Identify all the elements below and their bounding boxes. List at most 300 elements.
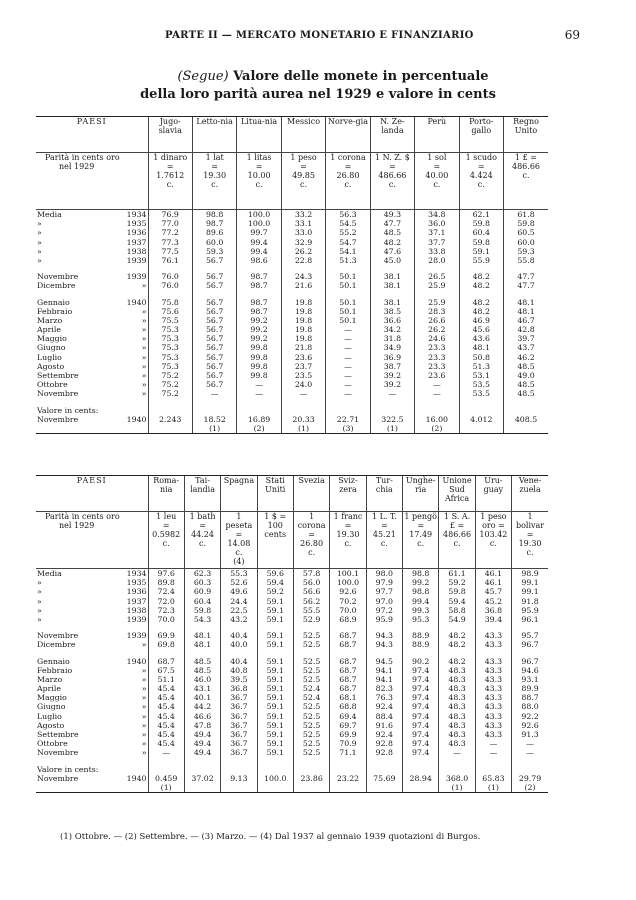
value-cell: 45.0	[370, 256, 414, 265]
value-cell: 69.4	[330, 712, 366, 721]
row-year: »	[141, 720, 147, 730]
value-cell: 26.6	[415, 316, 459, 325]
value-cell: 40.4	[221, 631, 257, 640]
value-cell: 52.5	[293, 712, 329, 721]
value-cell: 89.6	[192, 228, 236, 237]
value-cell: 98.7	[237, 281, 281, 290]
value-cell: 43.3	[475, 702, 511, 711]
value-cell: 34.9	[370, 343, 414, 352]
value-cell: —	[326, 380, 370, 389]
row-label	[36, 657, 148, 666]
value-cell: 36.7	[221, 702, 257, 711]
value-cell: 94.1	[366, 675, 402, 684]
parity-line: =	[211, 162, 218, 171]
value-cell: 23.7	[281, 362, 325, 371]
value-cell: 22.8	[281, 256, 325, 265]
value-cell: 75.3	[148, 353, 192, 362]
value-cell: 55.3	[221, 569, 257, 579]
value-cell: 70.9	[330, 739, 366, 748]
value-cell: 47.7	[504, 281, 549, 290]
value-cell: 59.3	[192, 247, 236, 256]
value-cell: 97.4	[403, 748, 439, 757]
parity-cell	[237, 153, 281, 210]
value-cell: 91.6	[366, 721, 402, 730]
value-cell: 95.9	[512, 606, 548, 615]
value-cell: 59.8	[459, 219, 503, 228]
running-header	[0, 30, 636, 46]
value-cell: 89.9	[512, 684, 548, 693]
value-cell: 99.4	[403, 597, 439, 606]
value-cell: 68.7	[148, 657, 184, 666]
parity-line: 19.30	[336, 530, 360, 539]
row-label-text: »	[37, 237, 42, 247]
row-label-text: Febbraio	[37, 306, 73, 316]
row-label-text: Novembre	[37, 414, 79, 424]
value-cell: 99.2	[237, 316, 281, 325]
value-cell: 56.7	[192, 298, 236, 307]
parity-line: 486.66	[512, 162, 540, 171]
value-cell: 43.3	[475, 631, 511, 640]
parity-line: 1 scudo	[465, 153, 497, 162]
value-cell: 54.7	[326, 238, 370, 247]
value-cell: 24.6	[415, 334, 459, 343]
row-label-text: Settembre	[37, 730, 79, 739]
value-cell: 70.0	[148, 615, 184, 624]
value-cell: 36.0	[415, 219, 459, 228]
value-cell: 96.1	[512, 615, 548, 624]
value-cell: 33.0	[281, 228, 325, 237]
value-cell: 39.4	[475, 615, 511, 624]
row-year: 1940	[126, 297, 147, 307]
value-cell: 76.1	[148, 256, 192, 265]
parity-label	[36, 153, 148, 210]
row-label-text: Settembre	[37, 371, 79, 380]
cents-note: (1)	[439, 783, 475, 793]
value-cell: 48.1	[459, 343, 503, 352]
value-cell: 48.5	[184, 666, 220, 675]
row-label	[36, 693, 148, 702]
value-cell: 46.6	[184, 712, 220, 721]
value-cell: 59.1	[257, 721, 293, 730]
value-cell: 92.8	[366, 748, 402, 757]
parity-line: 1 franc	[333, 512, 363, 521]
value-cell: 72.4	[148, 587, 184, 596]
parity-cell	[512, 512, 548, 569]
value-cell: 60.3	[184, 578, 220, 587]
value-cell: 98.7	[237, 272, 281, 281]
value-cell: 72.3	[148, 606, 184, 615]
value-cell: 24.3	[281, 272, 325, 281]
parity-line: 1 leu	[156, 512, 177, 521]
value-cell: 76.0	[148, 281, 192, 290]
value-cell: 36.9	[370, 353, 414, 362]
value-cell: —	[370, 389, 414, 398]
value-cell: 34.2	[370, 325, 414, 334]
value-cell: 32.9	[281, 238, 325, 247]
country-header: Messico	[281, 117, 325, 153]
caption-line-1: Valore delle monete in percentuale	[233, 69, 489, 84]
parity-line: 1 pengö	[404, 512, 437, 521]
row-label-text: Giugno	[37, 343, 66, 353]
parity-line: 19.30	[518, 539, 542, 548]
value-cell: 52.4	[293, 693, 329, 702]
value-cell: 59.8	[184, 606, 220, 615]
value-cell: 19.8	[281, 307, 325, 316]
value-cell: 75.6	[148, 307, 192, 316]
value-cell: 46.1	[475, 569, 511, 579]
parity-line: c.	[300, 180, 308, 189]
value-cell: 36.7	[221, 748, 257, 757]
parity-line: c.	[166, 180, 174, 189]
cents-note	[504, 424, 549, 434]
value-cell: 54.9	[439, 615, 475, 624]
value-cell: 26.2	[281, 247, 325, 256]
parity-line: 1 bolivar	[515, 512, 545, 530]
value-cell: 36.6	[370, 316, 414, 325]
row-year: »	[141, 334, 147, 344]
value-cell: 97.6	[148, 569, 184, 579]
row-year: »	[141, 380, 147, 390]
parity-label-line-2: nel 1929	[59, 162, 95, 171]
value-cell: 56.7	[192, 380, 236, 389]
value-cell: 38.1	[370, 298, 414, 307]
value-cell: 19.8	[281, 298, 325, 307]
cents-value: 37.02	[184, 774, 220, 783]
country-header: Regno Unito	[504, 117, 549, 153]
parity-line: 1 S. A. £ =	[443, 512, 471, 530]
country-header: Litua-nia	[237, 117, 281, 153]
parity-line: c.	[526, 548, 534, 557]
table-row	[36, 569, 548, 579]
row-label	[36, 415, 148, 424]
row-year: »	[141, 674, 147, 684]
parity-line: =	[199, 521, 206, 530]
value-cell: 36.7	[221, 712, 257, 721]
value-cell: 48.2	[459, 272, 503, 281]
value-cell: 59.8	[439, 587, 475, 596]
table-row	[36, 380, 548, 389]
value-cell: 99.1	[512, 578, 548, 587]
value-cell: —	[326, 389, 370, 398]
spacer-row	[36, 624, 548, 631]
row-year: 1939	[126, 255, 147, 265]
parity-line: c.	[162, 539, 170, 548]
row-year: »	[141, 702, 147, 712]
row-year: »	[141, 306, 147, 316]
parity-row	[36, 153, 548, 210]
parity-line: 14.08	[227, 539, 251, 548]
value-cell: 76.3	[366, 693, 402, 702]
parity-line: 0.5982	[152, 530, 181, 539]
value-cell: 59.8	[504, 219, 549, 228]
table-row	[36, 684, 548, 693]
value-cell: —	[439, 748, 475, 757]
cents-value: 100.0	[257, 774, 293, 783]
value-cell: 98.8	[403, 569, 439, 579]
value-cell: 60.4	[459, 228, 503, 237]
value-cell: 88.7	[512, 693, 548, 702]
country-header: Perù	[415, 117, 459, 153]
value-cell: —	[326, 362, 370, 371]
cents-row	[36, 415, 548, 424]
value-cell: 26.5	[415, 272, 459, 281]
row-year: »	[141, 665, 147, 675]
value-cell: 48.3	[439, 693, 475, 702]
table-row	[36, 316, 548, 325]
value-cell: 48.5	[504, 380, 549, 389]
value-cell: 59.1	[257, 615, 293, 624]
value-cell: 24.0	[281, 380, 325, 389]
value-cell: 38.1	[370, 281, 414, 290]
value-cell: 48.2	[439, 657, 475, 666]
value-cell: 28.0	[415, 256, 459, 265]
parity-line: 26.80	[300, 539, 324, 548]
parity-line: 1 litas	[246, 153, 272, 162]
value-cell: 59.4	[257, 578, 293, 587]
country-header: Sviz-zera	[330, 476, 366, 512]
parity-line: =	[255, 162, 263, 171]
value-cell: 59.2	[439, 578, 475, 587]
value-cell: 23.6	[415, 371, 459, 380]
row-year: »	[141, 315, 147, 325]
parity-line: c.	[522, 171, 530, 180]
table-row	[36, 325, 548, 334]
parity-line: c.	[417, 539, 425, 548]
value-cell: 48.5	[184, 657, 220, 666]
value-cell: 36.7	[221, 730, 257, 739]
table-row	[36, 666, 548, 675]
cents-note: (1)	[192, 424, 236, 434]
value-cell: 38.1	[370, 272, 414, 281]
parity-line: 10.00	[247, 171, 271, 180]
value-cell: 49.4	[184, 748, 220, 757]
table-row	[36, 587, 548, 596]
value-cell: 99.3	[403, 606, 439, 615]
row-year: 1936	[126, 587, 147, 597]
value-cell: 52.5	[293, 666, 329, 675]
cents-row	[36, 774, 548, 783]
cents-value: 16.00	[415, 415, 459, 424]
value-cell: 48.5	[504, 362, 549, 371]
value-cell: —	[326, 371, 370, 380]
row-year: »	[141, 371, 147, 380]
value-cell: 100.0	[237, 219, 281, 228]
value-cell: 75.2	[148, 389, 192, 398]
row-year: 1939	[126, 631, 147, 641]
row-label	[36, 307, 148, 316]
row-label	[36, 578, 148, 587]
value-cell: 45.7	[475, 587, 511, 596]
value-cell: 24.4	[221, 597, 257, 606]
value-cell: 52.5	[293, 702, 329, 711]
table-row	[36, 210, 548, 220]
value-cell: 36.8	[221, 684, 257, 693]
parity-cell	[184, 512, 220, 569]
table-row	[36, 281, 548, 290]
row-label-text: Media	[37, 210, 62, 219]
value-cell: 71.1	[330, 748, 366, 757]
row-label	[36, 210, 148, 220]
parity-line: c.	[388, 180, 396, 189]
parity-cell	[326, 153, 370, 210]
parity-line: 19.30	[203, 171, 227, 180]
value-cell: 62.1	[459, 210, 503, 220]
value-cell: 47.8	[184, 721, 220, 730]
value-cell: 51.3	[459, 362, 503, 371]
value-cell: 36.8	[475, 606, 511, 615]
parity-cell	[370, 153, 414, 210]
value-cell: 47.6	[370, 247, 414, 256]
value-cell: 33.2	[281, 210, 325, 220]
table-row	[36, 578, 548, 587]
row-year: 1937	[126, 596, 147, 606]
value-cell: 99.8	[237, 353, 281, 362]
parity-line: =	[300, 162, 307, 171]
value-cell: 59.1	[257, 702, 293, 711]
value-cell: 72.0	[148, 597, 184, 606]
table-row	[36, 631, 548, 640]
parity-line: =	[477, 162, 485, 171]
value-cell: 93.1	[512, 675, 548, 684]
value-cell: 52.5	[293, 631, 329, 640]
row-label-text: Ottobre	[37, 380, 68, 390]
value-cell: 100.0	[330, 578, 366, 587]
value-cell: 77.5	[148, 247, 192, 256]
value-cell: 97.9	[366, 578, 402, 587]
value-cell: 97.4	[403, 721, 439, 730]
value-cell: 59.1	[257, 606, 293, 615]
row-year: »	[141, 730, 147, 739]
value-cell: 19.8	[281, 334, 325, 343]
parity-cell	[366, 512, 402, 569]
value-cell: —	[326, 353, 370, 362]
parity-label-line-2: nel 1929	[59, 521, 95, 530]
table-row	[36, 657, 548, 666]
value-cell: 92.6	[512, 721, 548, 730]
value-cell: 50.1	[326, 281, 370, 290]
country-header: Jugo-slavia	[148, 117, 192, 153]
table-row	[36, 334, 548, 343]
value-cell: 52.5	[293, 640, 329, 649]
cents-note	[293, 783, 329, 793]
value-cell: 46.0	[184, 675, 220, 684]
country-header: Tai-landia	[184, 476, 220, 512]
parity-line: =	[344, 162, 352, 171]
value-cell: 56.7	[192, 362, 236, 371]
table-row	[36, 228, 548, 237]
value-cell: 96.7	[512, 657, 548, 666]
cents-note: (1)	[475, 783, 511, 793]
caption-segue: (Segue)	[177, 69, 229, 84]
cents-value: 9.13	[221, 774, 257, 783]
value-cell: 37.1	[415, 228, 459, 237]
parity-line: c.	[308, 548, 316, 557]
row-label	[36, 228, 148, 237]
table-row	[36, 256, 548, 265]
value-cell: 59.1	[257, 597, 293, 606]
parity-line: 44.24	[191, 530, 214, 539]
parity-line: c.	[489, 539, 497, 548]
value-cell: 46.2	[504, 353, 549, 362]
row-label-text: Agosto	[37, 720, 65, 730]
parity-line: 49.85	[292, 171, 315, 180]
cents-value: 4.012	[459, 415, 503, 424]
parity-line: 1 corona	[330, 153, 366, 162]
value-cell: 75.3	[148, 362, 192, 371]
value-cell: 59.8	[459, 238, 503, 247]
value-cell: 69.9	[330, 730, 366, 739]
value-cell: 51.1	[148, 675, 184, 684]
parity-line: c.	[211, 180, 219, 189]
row-year: »	[141, 684, 147, 694]
value-cell: 52.5	[293, 675, 329, 684]
value-cell: —	[326, 343, 370, 352]
parity-line: 1 N. Z. $	[375, 153, 410, 162]
value-cell: 77.0	[148, 219, 192, 228]
parity-cell	[293, 512, 329, 569]
value-cell: 45.4	[148, 693, 184, 702]
value-cell: 48.1	[184, 640, 220, 649]
value-cell: 49.4	[184, 730, 220, 739]
value-cell: 95.9	[366, 615, 402, 624]
parity-row	[36, 512, 548, 569]
value-cell: 56.0	[293, 578, 329, 587]
table-row	[36, 238, 548, 247]
value-cell: 46.7	[504, 316, 549, 325]
value-cell: 23.5	[281, 371, 325, 380]
table-caption	[0, 68, 636, 104]
row-label-text: Aprile	[37, 325, 61, 335]
value-cell: 53.1	[459, 371, 503, 380]
value-cell: 48.3	[439, 684, 475, 693]
value-cell: 92.6	[330, 587, 366, 596]
value-cell: 56.6	[293, 587, 329, 596]
table-row	[36, 721, 548, 730]
value-cell: 68.7	[330, 631, 366, 640]
value-cell: 39.5	[221, 675, 257, 684]
cents-note	[257, 783, 293, 793]
row-label-text: Media	[37, 569, 62, 578]
table-row	[36, 615, 548, 624]
value-cell: 46.1	[475, 578, 511, 587]
value-cell: 61.8	[504, 210, 549, 220]
value-cell: 89.8	[148, 578, 184, 587]
value-cell: 43.1	[184, 684, 220, 693]
value-cell: 92.4	[366, 730, 402, 739]
table-row	[36, 343, 548, 352]
value-cell: 56.7	[192, 281, 236, 290]
value-cell: 43.3	[475, 730, 511, 739]
parity-line: 1 corona	[297, 512, 326, 530]
row-label	[36, 712, 148, 721]
value-cell: 55.8	[504, 256, 549, 265]
row-label-text: »	[37, 587, 42, 597]
value-cell: 57.8	[293, 569, 329, 579]
parity-line: =	[389, 162, 396, 171]
parity-line: c.	[199, 539, 207, 548]
cents-label: Valore in cents:	[37, 764, 99, 774]
value-cell: 47.7	[370, 219, 414, 228]
value-cell: 97.4	[403, 730, 439, 739]
table-row	[36, 307, 548, 316]
parity-cell	[475, 512, 511, 569]
value-cell: 46.9	[459, 316, 503, 325]
parity-line: 40.00	[425, 171, 449, 180]
value-cell: 56.7	[192, 307, 236, 316]
value-cell: 50.1	[326, 272, 370, 281]
caption-line-2: della loro parità aurea nel 1929 e valore in cents	[140, 87, 496, 102]
value-cell: 88.9	[403, 631, 439, 640]
